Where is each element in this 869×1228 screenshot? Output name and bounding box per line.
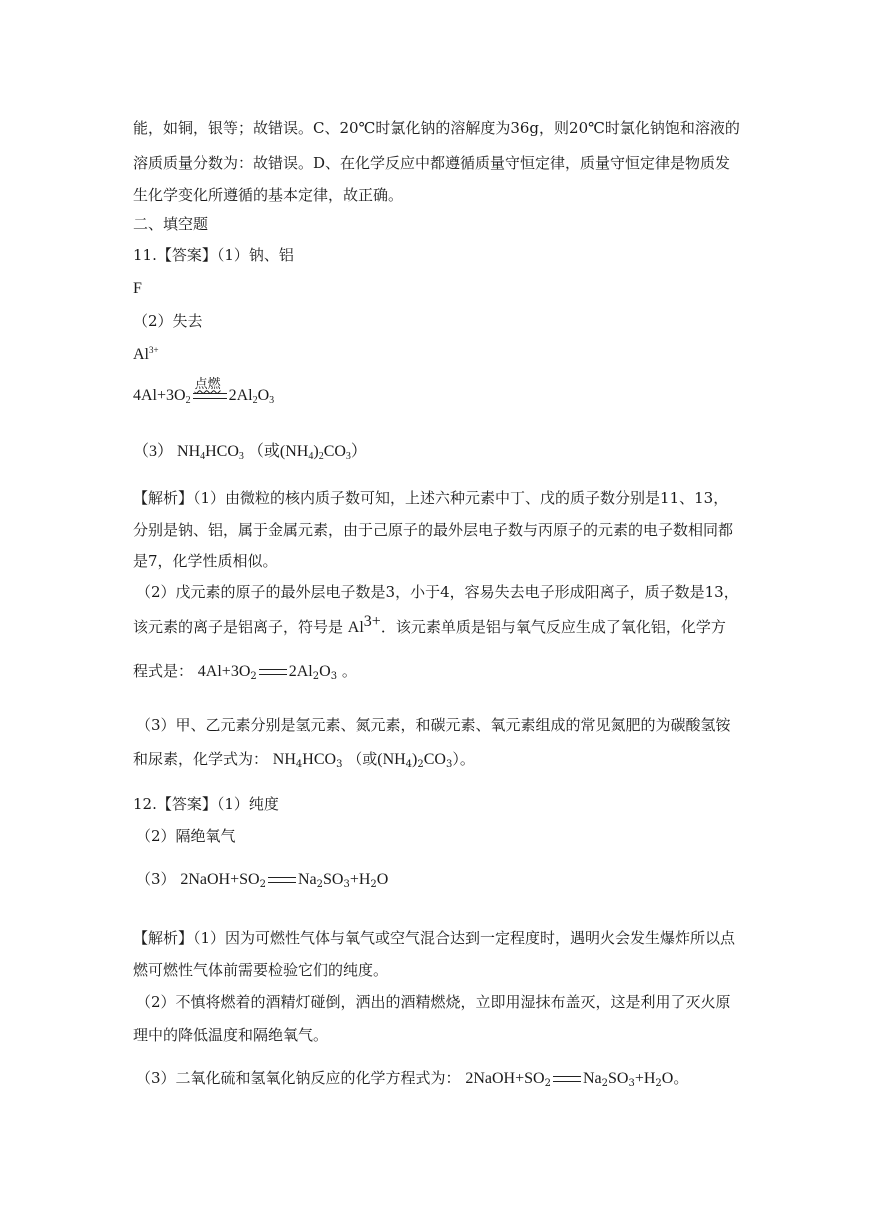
formula-text: NH	[272, 751, 296, 768]
formula-sub: 2	[312, 671, 320, 682]
text: （或	[347, 750, 378, 768]
text: ）。	[452, 750, 475, 768]
formula-text: CO	[423, 751, 446, 768]
formula-text: 2NaOH+SO	[180, 871, 260, 888]
formula-sub: 2	[370, 879, 377, 890]
formula-sub: 2	[259, 879, 266, 890]
formula-text: CO	[323, 443, 346, 460]
formula-sub: 4	[308, 451, 314, 462]
explanation-line: 是7，化学性质相似。	[133, 552, 278, 570]
formula-text: )	[313, 443, 319, 460]
formula-text: Na	[582, 1070, 602, 1087]
formula-sub: 2	[250, 671, 257, 682]
text: （或	[247, 443, 280, 460]
formula-text: 2NaOH+SO	[465, 1070, 545, 1087]
text: 。	[673, 1069, 689, 1087]
formula-text: Na	[297, 871, 317, 888]
text: （3）	[133, 443, 174, 460]
formula-sub: 2	[316, 879, 323, 890]
explanation-line	[136, 1068, 688, 1089]
formula-text: (NH	[279, 443, 309, 460]
text: （3）二氧化硫和氢氧化钠反应的化学方程式为：	[136, 1069, 461, 1087]
formula-text: O	[661, 1070, 674, 1087]
formula-sub: 2	[185, 395, 191, 406]
formula-sub: 3	[269, 395, 275, 406]
formula-text: 4Al+3O	[133, 387, 186, 404]
answer-12-part2: （2）隔绝氧气	[136, 827, 236, 845]
formula-sub: 4	[405, 759, 413, 770]
formula-charge: 3+	[363, 613, 381, 630]
answer-12-part3	[136, 869, 388, 890]
explanation-line	[133, 749, 475, 770]
text: （3）	[136, 870, 176, 888]
formula-sub: 2	[417, 759, 424, 770]
formula-text: HCO	[205, 443, 239, 460]
aluminum-combustion-equation	[133, 376, 275, 406]
answer-11-part3	[133, 442, 367, 462]
equals-sign	[268, 877, 296, 883]
formula-text: 4Al+3O	[197, 663, 251, 680]
explanation-line: （3）甲、乙元素分别是氢元素、氮元素，和碳元素、氧元素组成的常见氮肥的为碳酸氢铵	[136, 716, 731, 734]
formula-sub: 2	[544, 1078, 551, 1089]
explanation-line: 【解析】（1）由微粒的核内质子数可知，上述六种元素中丁、戊的质子数分别是11、13，	[133, 489, 729, 507]
formula-text: SO	[607, 1070, 629, 1087]
equals-sign	[259, 669, 287, 675]
formula-text: Al	[347, 619, 364, 636]
explanation-line: 理中的降低温度和隔绝氧气。	[133, 1026, 329, 1044]
text-line: 能，如铜，银等；故错误。C、20℃时氯化钠的溶解度为36g，则20℃时氯化钠饱和溶液的	[133, 119, 740, 137]
formula-charge: 3+	[149, 345, 159, 355]
formula-sub: 3	[628, 1078, 635, 1089]
text: 该元素的离子是铝离子，符号是	[133, 618, 344, 636]
formula-text: SO	[322, 871, 344, 888]
formula-text: NH	[177, 443, 201, 460]
formula-sub: 3	[330, 671, 338, 682]
formula-text: +H	[349, 871, 371, 888]
formula-text: HCO	[302, 751, 337, 768]
explanation-line: 分别是钠、铝，属于金属元素，由于己原子的最外层电子数与丙原子的元素的电子数相同都	[133, 521, 734, 539]
text: 。	[341, 662, 357, 680]
formula-sub: 3	[238, 451, 244, 462]
answer-11: 11.【答案】（1）钠、铝	[133, 246, 294, 264]
text-line: 生化学变化所遵循的基本定律，故正确。	[133, 186, 404, 204]
text: 程式是：	[133, 662, 194, 680]
formula-text: O	[319, 663, 331, 680]
formula-sub: 4	[200, 451, 206, 462]
formula-text: +H	[634, 1070, 656, 1087]
aluminum-ion-formula	[133, 345, 159, 365]
explanation-line: （2）不慎将燃着的酒精灯碰倒，洒出的酒精燃烧，立即用湿抹布盖灭，这是利用了灭火原	[136, 993, 731, 1011]
explanation-line: 【解析】（1）因为可燃性气体与氧气或空气混合达到一定程度时，遇明火会发生爆炸所以点	[133, 929, 736, 947]
formula-text: O	[376, 871, 389, 888]
explanation-line: 燃可燃性气体前需要检验它们的纯度。	[133, 961, 389, 979]
explanation-line	[133, 661, 357, 682]
formula-sub: 2	[318, 451, 324, 462]
formula-sub: 3	[445, 759, 453, 770]
equals-sign	[553, 1076, 581, 1082]
section-heading: 二、填空题	[133, 215, 209, 233]
formula-sub: 4	[295, 759, 303, 770]
text: 和尿素，化学式为：	[133, 750, 269, 768]
formula-text: )	[412, 751, 418, 768]
formula-sub: 3	[345, 451, 351, 462]
formula-text: O	[257, 387, 270, 404]
reaction-condition-sign	[193, 376, 227, 399]
answer-11-symbol: F	[133, 280, 142, 297]
formula-text: (NH	[377, 751, 406, 768]
text: ）	[350, 443, 367, 460]
formula-text: 2Al	[228, 387, 253, 404]
formula-sub: 2	[655, 1078, 662, 1089]
answer-12: 12.【答案】（1）纯度	[133, 795, 279, 813]
formula-sub: 2	[252, 395, 258, 406]
text: ．该元素单质是铝与氧气反应生成了氧化铝，化学方	[380, 618, 726, 636]
explanation-line	[133, 613, 726, 638]
reaction-condition: 点燃	[194, 376, 221, 392]
formula-text: Al	[133, 346, 149, 363]
explanation-line: （2）戊元素的原子的最外层电子数是3，小于4，容易失去电子形成阳离子，质子数是13，	[136, 583, 739, 601]
answer-11-part2: （2）失去	[133, 312, 203, 330]
formula-sub: 3	[343, 879, 350, 890]
formula-sub: 3	[336, 759, 343, 770]
formula-sub: 2	[601, 1078, 608, 1089]
text-line: 溶质质量分数为：故错误。D、在化学反应中都遵循质量守恒定律，质量守恒定律是物质发	[133, 154, 731, 172]
formula-text: 2Al	[288, 663, 313, 680]
